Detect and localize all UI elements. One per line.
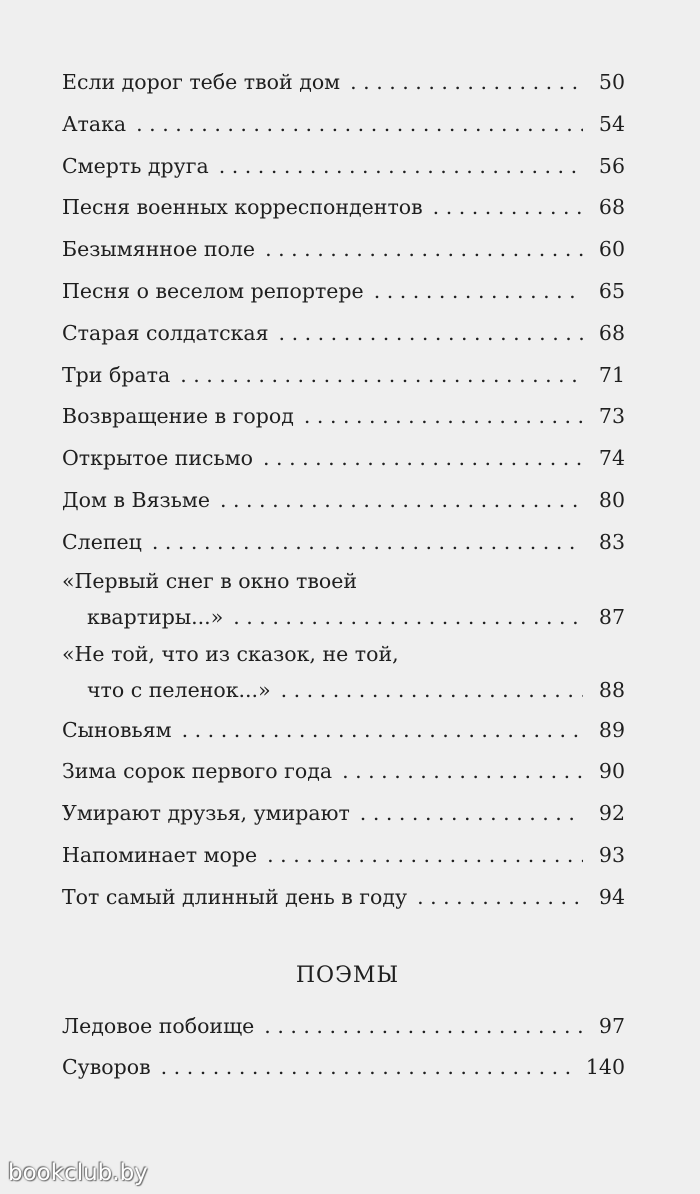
toc-entry: [62, 104, 625, 146]
toc-entry-title: Открытое письмо: [62, 446, 253, 471]
dot-leader: [360, 793, 583, 835]
dot-leader: [152, 522, 583, 564]
toc-entry-page: 68: [598, 195, 625, 220]
toc-entry: [62, 1047, 625, 1089]
dot-leader: [233, 598, 583, 637]
toc-entry-title: Возвращение в город: [62, 404, 294, 429]
toc-entry-title: Безымянное поле: [62, 237, 256, 262]
toc-entry: [62, 877, 625, 919]
toc-entry-page: 90: [598, 759, 625, 784]
toc-entry-title: Дом в Вязьме: [62, 487, 210, 512]
dot-leader: [161, 1047, 576, 1089]
dot-leader: [136, 104, 583, 146]
toc-entry-title: Тот самый длинный день в году: [62, 884, 408, 909]
dot-leader: [342, 751, 583, 793]
watermark: bookclub.by: [8, 1160, 148, 1186]
toc-entry-page: 68: [598, 320, 625, 345]
toc-entry-title-line2: что с пеленок...»: [87, 677, 271, 702]
toc-entry-page: 80: [598, 487, 625, 512]
toc-entry: [62, 438, 625, 480]
dot-leader: [182, 710, 583, 752]
toc-entry-title: Слепец: [62, 529, 142, 554]
toc-entry-title-line2: квартиры...»: [87, 604, 224, 629]
toc-entry-title: Ледовое побоище: [62, 1013, 255, 1038]
toc-entry: [62, 396, 625, 438]
toc-entry-title: Суворов: [62, 1055, 151, 1080]
dot-leader: [433, 187, 583, 229]
dot-leader: [417, 877, 583, 919]
toc-entry: [62, 1006, 625, 1048]
toc-entry-page: 93: [598, 842, 625, 867]
table-of-contents: [62, 62, 625, 1089]
dot-leader: [264, 1006, 583, 1048]
toc-entry: [62, 271, 625, 313]
toc-entry-page: 97: [598, 1013, 625, 1038]
toc-entry-page: 94: [598, 884, 625, 909]
toc-entry: [62, 146, 625, 188]
toc-entry-page: 65: [598, 278, 625, 303]
dot-leader: [374, 271, 583, 313]
toc-entry: [62, 710, 625, 752]
toc-entry-page: 88: [598, 677, 625, 702]
toc-entry: [62, 751, 625, 793]
toc-entry: [62, 229, 625, 271]
toc-entry-title: Зима сорок первого года: [62, 759, 333, 784]
toc-entry-page: 54: [598, 111, 625, 136]
toc-entry-page: 71: [598, 362, 625, 387]
dot-leader: [265, 229, 583, 271]
toc-entry: [62, 793, 625, 835]
toc-entry-two-line: [62, 564, 625, 637]
toc-entry-page: 73: [598, 404, 625, 429]
dot-leader: [219, 146, 583, 188]
dot-leader: [279, 313, 583, 355]
toc-entry-page: 60: [598, 237, 625, 262]
toc-entry-page: 83: [598, 529, 625, 554]
toc-entry-title: Песня о веселом репортере: [62, 278, 364, 303]
toc-entry: [62, 480, 625, 522]
toc-entry-title: Песня военных корреспондентов: [62, 195, 423, 220]
toc-entry-title: Сыновьям: [62, 717, 172, 742]
dot-leader: [304, 396, 583, 438]
toc-entry-title-line1: «Первый снег в окно твоей: [62, 568, 357, 593]
toc-entry-title-line1: «Не той, что из сказок, не той,: [62, 641, 399, 666]
toc-entry-title: Старая солдатская: [62, 320, 269, 345]
dot-leader: [350, 62, 583, 104]
dot-leader: [263, 438, 583, 480]
toc-entry: [62, 355, 625, 397]
dot-leader: [281, 671, 583, 710]
toc-entry: [62, 522, 625, 564]
toc-entry-page: 56: [598, 153, 625, 178]
toc-entry-page: 50: [598, 70, 625, 94]
toc-entry-page: 74: [598, 446, 625, 471]
toc-entry: [62, 835, 625, 877]
toc-entry-page: 89: [598, 717, 625, 742]
toc-entry: [62, 187, 625, 229]
toc-entry-page: 87: [598, 604, 625, 629]
toc-entry-title: Если дорог тебе твой дом: [62, 70, 341, 94]
toc-entry: [62, 313, 625, 355]
dot-leader: [220, 480, 583, 522]
toc-entry-two-line: [62, 637, 625, 710]
toc-entry-title: Атака: [62, 111, 127, 136]
toc-entry-title: Напоминает море: [62, 842, 258, 867]
toc-entry-title: Три брата: [62, 362, 171, 387]
toc-entry-title: Смерть друга: [62, 153, 209, 178]
toc-entry-title: Умирают друзья, умирают: [62, 801, 350, 826]
toc-entry: [62, 62, 625, 104]
dot-leader: [180, 355, 583, 397]
section-heading: ПОЭМЫ: [295, 962, 400, 988]
toc-entry-page: 140: [585, 1055, 625, 1080]
toc-entry-page: 92: [598, 801, 625, 826]
dot-leader: [267, 835, 583, 877]
